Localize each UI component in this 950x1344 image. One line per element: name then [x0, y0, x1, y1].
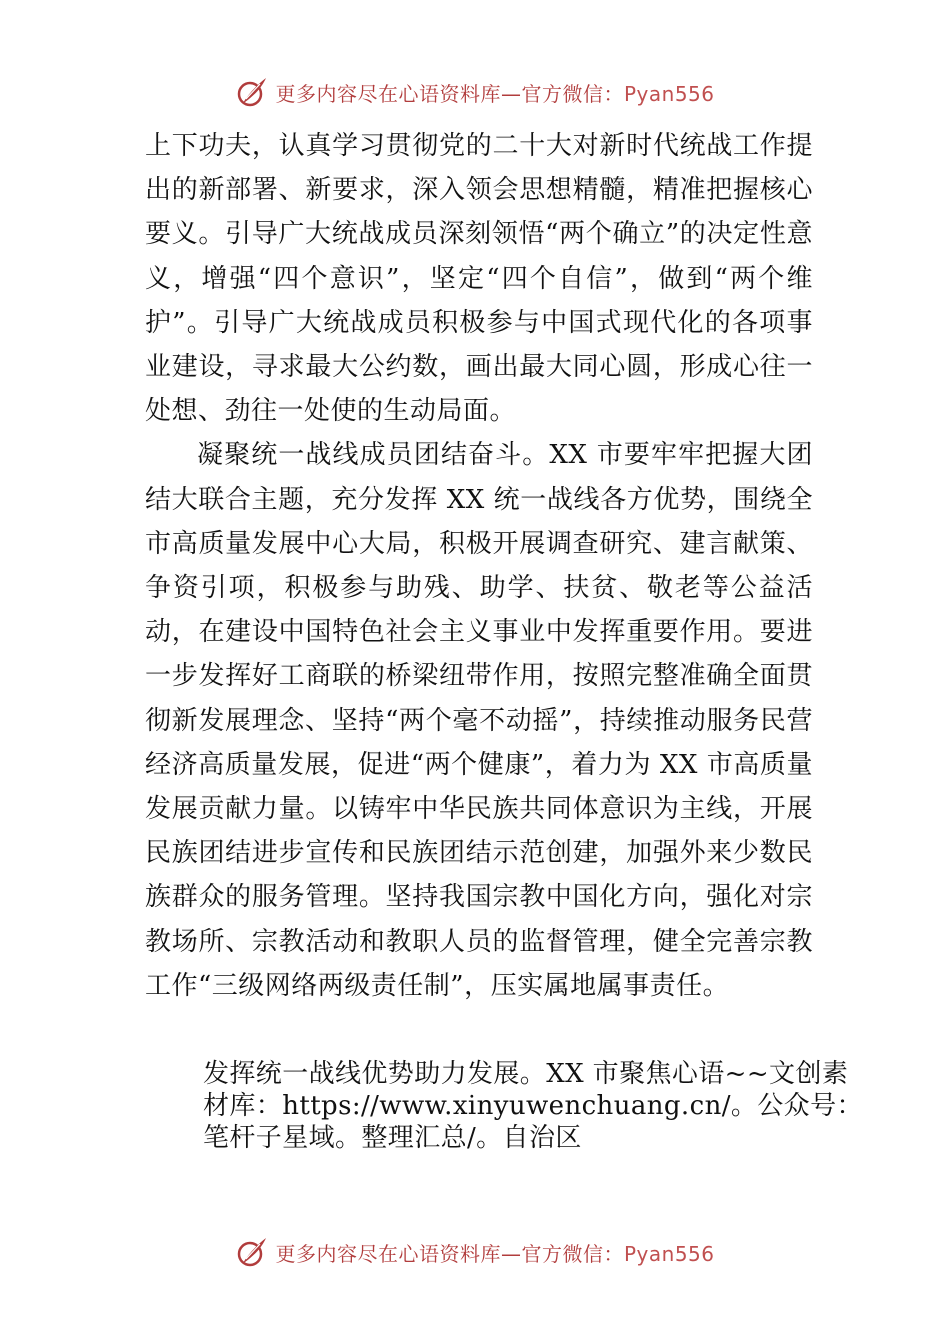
footer-banner-text [275, 1238, 714, 1267]
paragraph-unite-members: 凝聚统一战线成员团结奋斗。XX 市要牢牢把握大团结大联合主题，充分发挥 XX 统一战线各方优势，围绕全市高质量发展中心大局，积极开展调查研究、建言献策、争资引项，积极参与助残、助学、扶贫、敬老等公益活动，在建设中国特色社会主义事业中发挥重要作用。要进一步发挥好工商联的桥梁纽带作用，按照完整准确全面贯彻新发展理念、坚持“两个毫不动摇”，持续推动服务民营经济高质量发展，促进“两个健康”，着力为 XX 市高质量发展贡献力量。以铸牢中华民族共同体意识为主线，开展民族团结进步宣传和民族团结示范创建，加强外来少数民族群众的服务管理。坚持我国宗教中国化方向，强化对宗教场所、宗教活动和教职人员的监督管理，健全完善宗教工作“三级网络两级责任制”，压实属地属事责任。 [145, 440, 813, 1001]
footer-wechat-handle: Pyan556 [623, 1241, 715, 1266]
paragraph-continued: 上下功夫，认真学习贯彻党的二十大对新时代统战工作提出的新部署、新要求，深入领会思想精髓，精准把握核心要义。引导广大统战成员深刻领悟“两个确立”的决定性意义，增强“四个意识”，坚定“四个自信”，做到“两个维护”。引导广大统战成员积极参与中国式现代化的各项事业建设，寻求最大公约数，画出最大同心圆，形成心往一处想、劲往一处使的生动局面。 [145, 131, 813, 427]
header-promo-text: 更多内容尽在心语资料库—官方微信： [275, 81, 624, 106]
header-banner-text [275, 78, 714, 107]
footnote-source-text: 发挥统一战线优势助力发展。XX 市聚焦心语~~文创素材库：https://www.xinyuwenchuang.cn/。公众号：笔杆子星域。整理汇总/。自治区 [203, 1059, 863, 1153]
document-body [145, 124, 813, 1008]
footer-promo-text: 更多内容尽在心语资料库—官方微信： [275, 1241, 624, 1266]
header-wechat-handle: Pyan556 [623, 81, 715, 106]
header-banner [0, 72, 950, 112]
footer-banner [0, 1232, 950, 1272]
feather-pen-logo-icon [235, 75, 269, 109]
feather-pen-logo-icon [235, 1235, 269, 1269]
